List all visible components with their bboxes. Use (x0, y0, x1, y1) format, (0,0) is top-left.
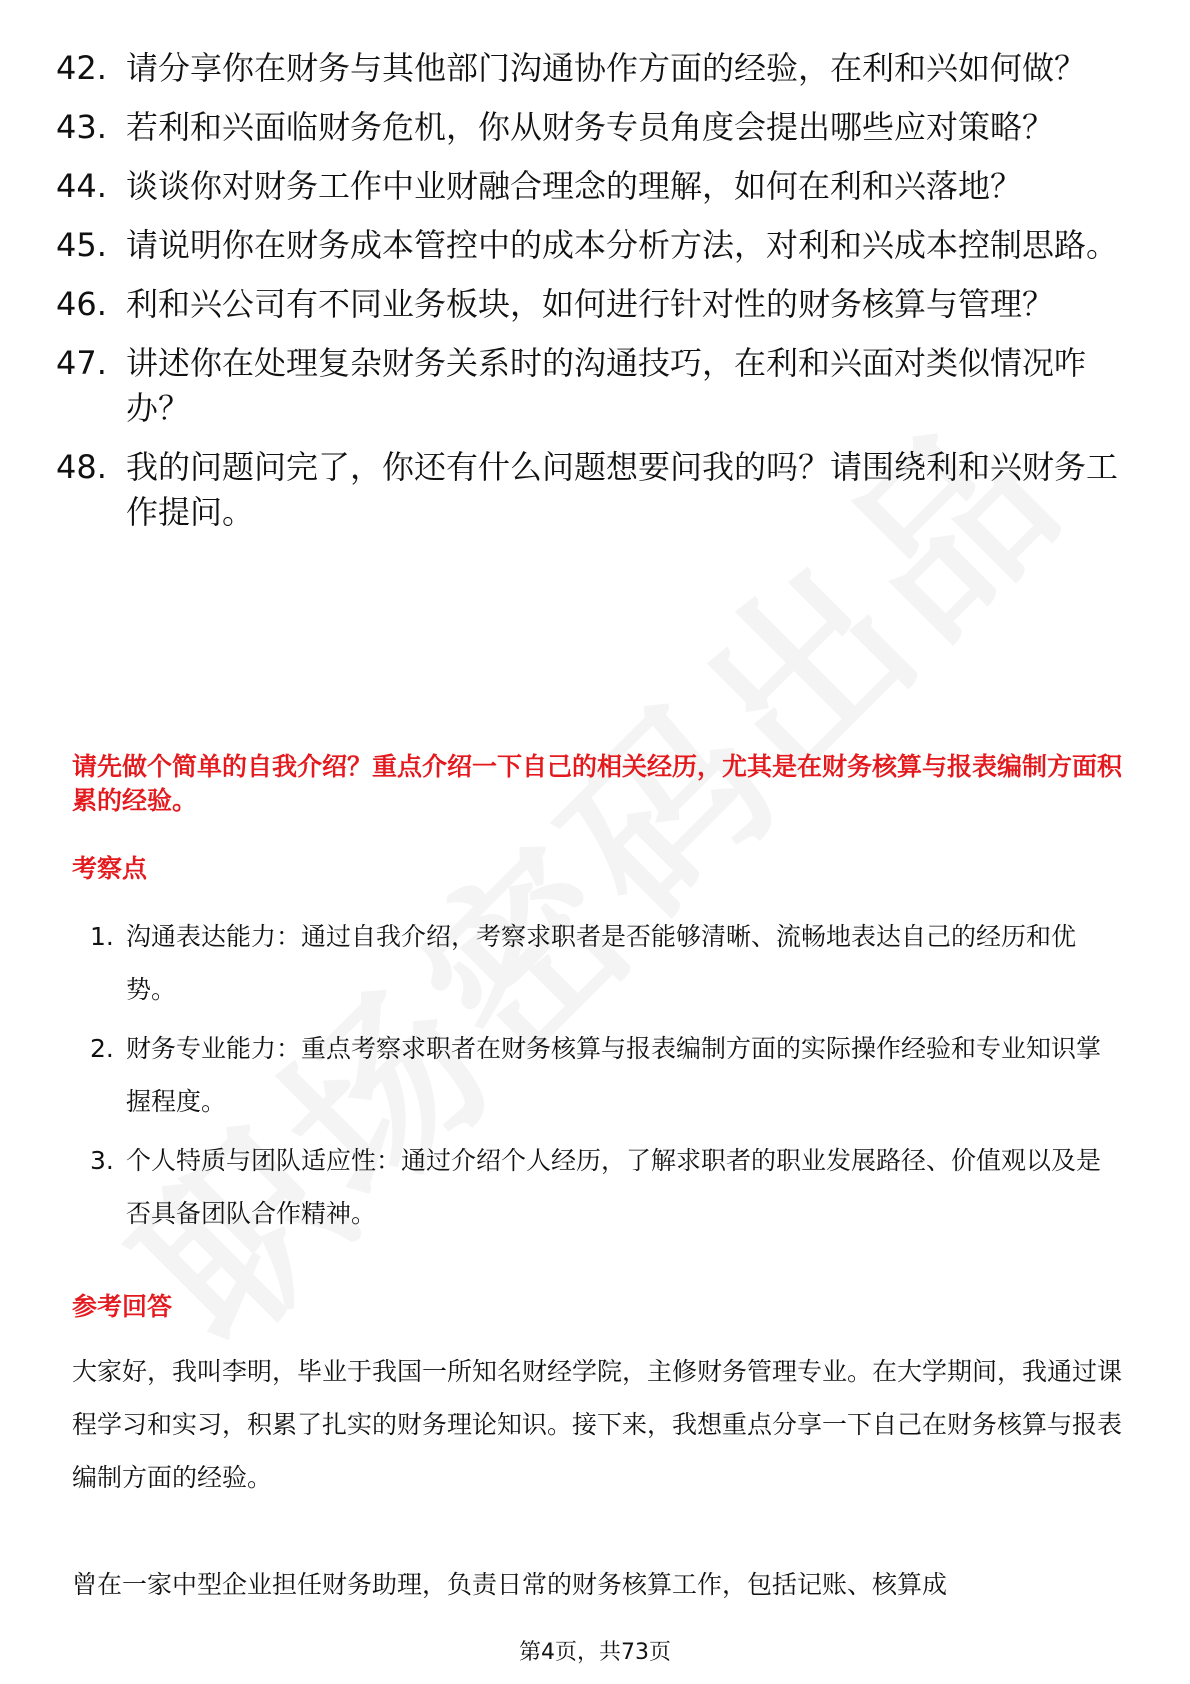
answer-paragraph: 曾在一家中型企业担任财务助理，负责日常的财务核算工作，包括记账、核算成 (72, 1570, 948, 1599)
featured-question: 请先做个简单的自我介绍？重点介绍一下自己的相关经历，尤其是在财务核算与报表编制方面积累的经验。 (72, 752, 1123, 815)
point-number: 2. (90, 1034, 114, 1063)
page-footer: 第4页，共73页 (519, 1640, 671, 1665)
question-number: 47. (56, 344, 107, 382)
question-text: 利和兴公司有不同业务板块，如何进行针对性的财务核算与管理？ (126, 285, 1055, 323)
question-text: 谈谈你对财务工作中业财融合理念的理解，如何在利和兴落地？ (126, 167, 1023, 205)
answer-paragraph: 大家好，我叫李明，毕业于我国一所知名财经学院，主修财务管理专业。在大学期间，我通过课程学习和实习，积累了扎实的财务理论知识。接下来，我想重点分享一下自己在财务核算与报表编制方面的经验。 (72, 1357, 1123, 1492)
point-text: 财务专业能力：重点考察求职者在财务核算与报表编制方面的实际操作经验和专业知识掌握程度。 (126, 1034, 1102, 1116)
answer-heading: 参考回答 (72, 1292, 173, 1321)
point-number: 3. (90, 1146, 114, 1175)
list-item (56, 46, 1136, 91)
list-item (56, 445, 1136, 535)
question-number: 46. (56, 285, 107, 323)
question-number: 43. (56, 108, 107, 146)
question-number: 44. (56, 167, 107, 205)
points-heading: 考察点 (72, 854, 148, 883)
list-item (72, 1022, 1122, 1128)
question-text: 讲述你在处理复杂财务关系时的沟通技巧，在利和兴面对类似情况咋办？ (126, 344, 1087, 427)
list-item (56, 164, 1136, 209)
question-text: 若利和兴面临财务危机，你从财务专员角度会提出哪些应对策略？ (126, 108, 1055, 146)
list-item (56, 105, 1136, 150)
list-item (56, 223, 1136, 268)
point-text: 沟通表达能力：通过自我介绍，考察求职者是否能够清晰、流畅地表达自己的经历和优势。 (126, 922, 1077, 1004)
question-text: 请分享你在财务与其他部门沟通协作方面的经验，在利和兴如何做？ (126, 49, 1087, 87)
list-item (56, 282, 1136, 327)
assessment-points (72, 910, 1122, 1246)
question-list (56, 46, 1136, 549)
question-number: 48. (56, 448, 107, 486)
question-text: 请说明你在财务成本管控中的成本分析方法，对利和兴成本控制思路。 (126, 226, 1119, 264)
question-text: 我的问题问完了，你还有什么问题想要问我的吗？请围绕利和兴财务工作提问。 (126, 448, 1119, 531)
question-number: 45. (56, 226, 107, 264)
list-item (72, 1134, 1122, 1240)
question-number: 42. (56, 49, 107, 87)
list-item (72, 910, 1122, 1016)
list-item (56, 341, 1136, 431)
point-number: 1. (90, 922, 114, 951)
point-text: 个人特质与团队适应性：通过介绍个人经历，了解求职者的职业发展路径、价值观以及是否具备团队合作精神。 (126, 1146, 1102, 1228)
